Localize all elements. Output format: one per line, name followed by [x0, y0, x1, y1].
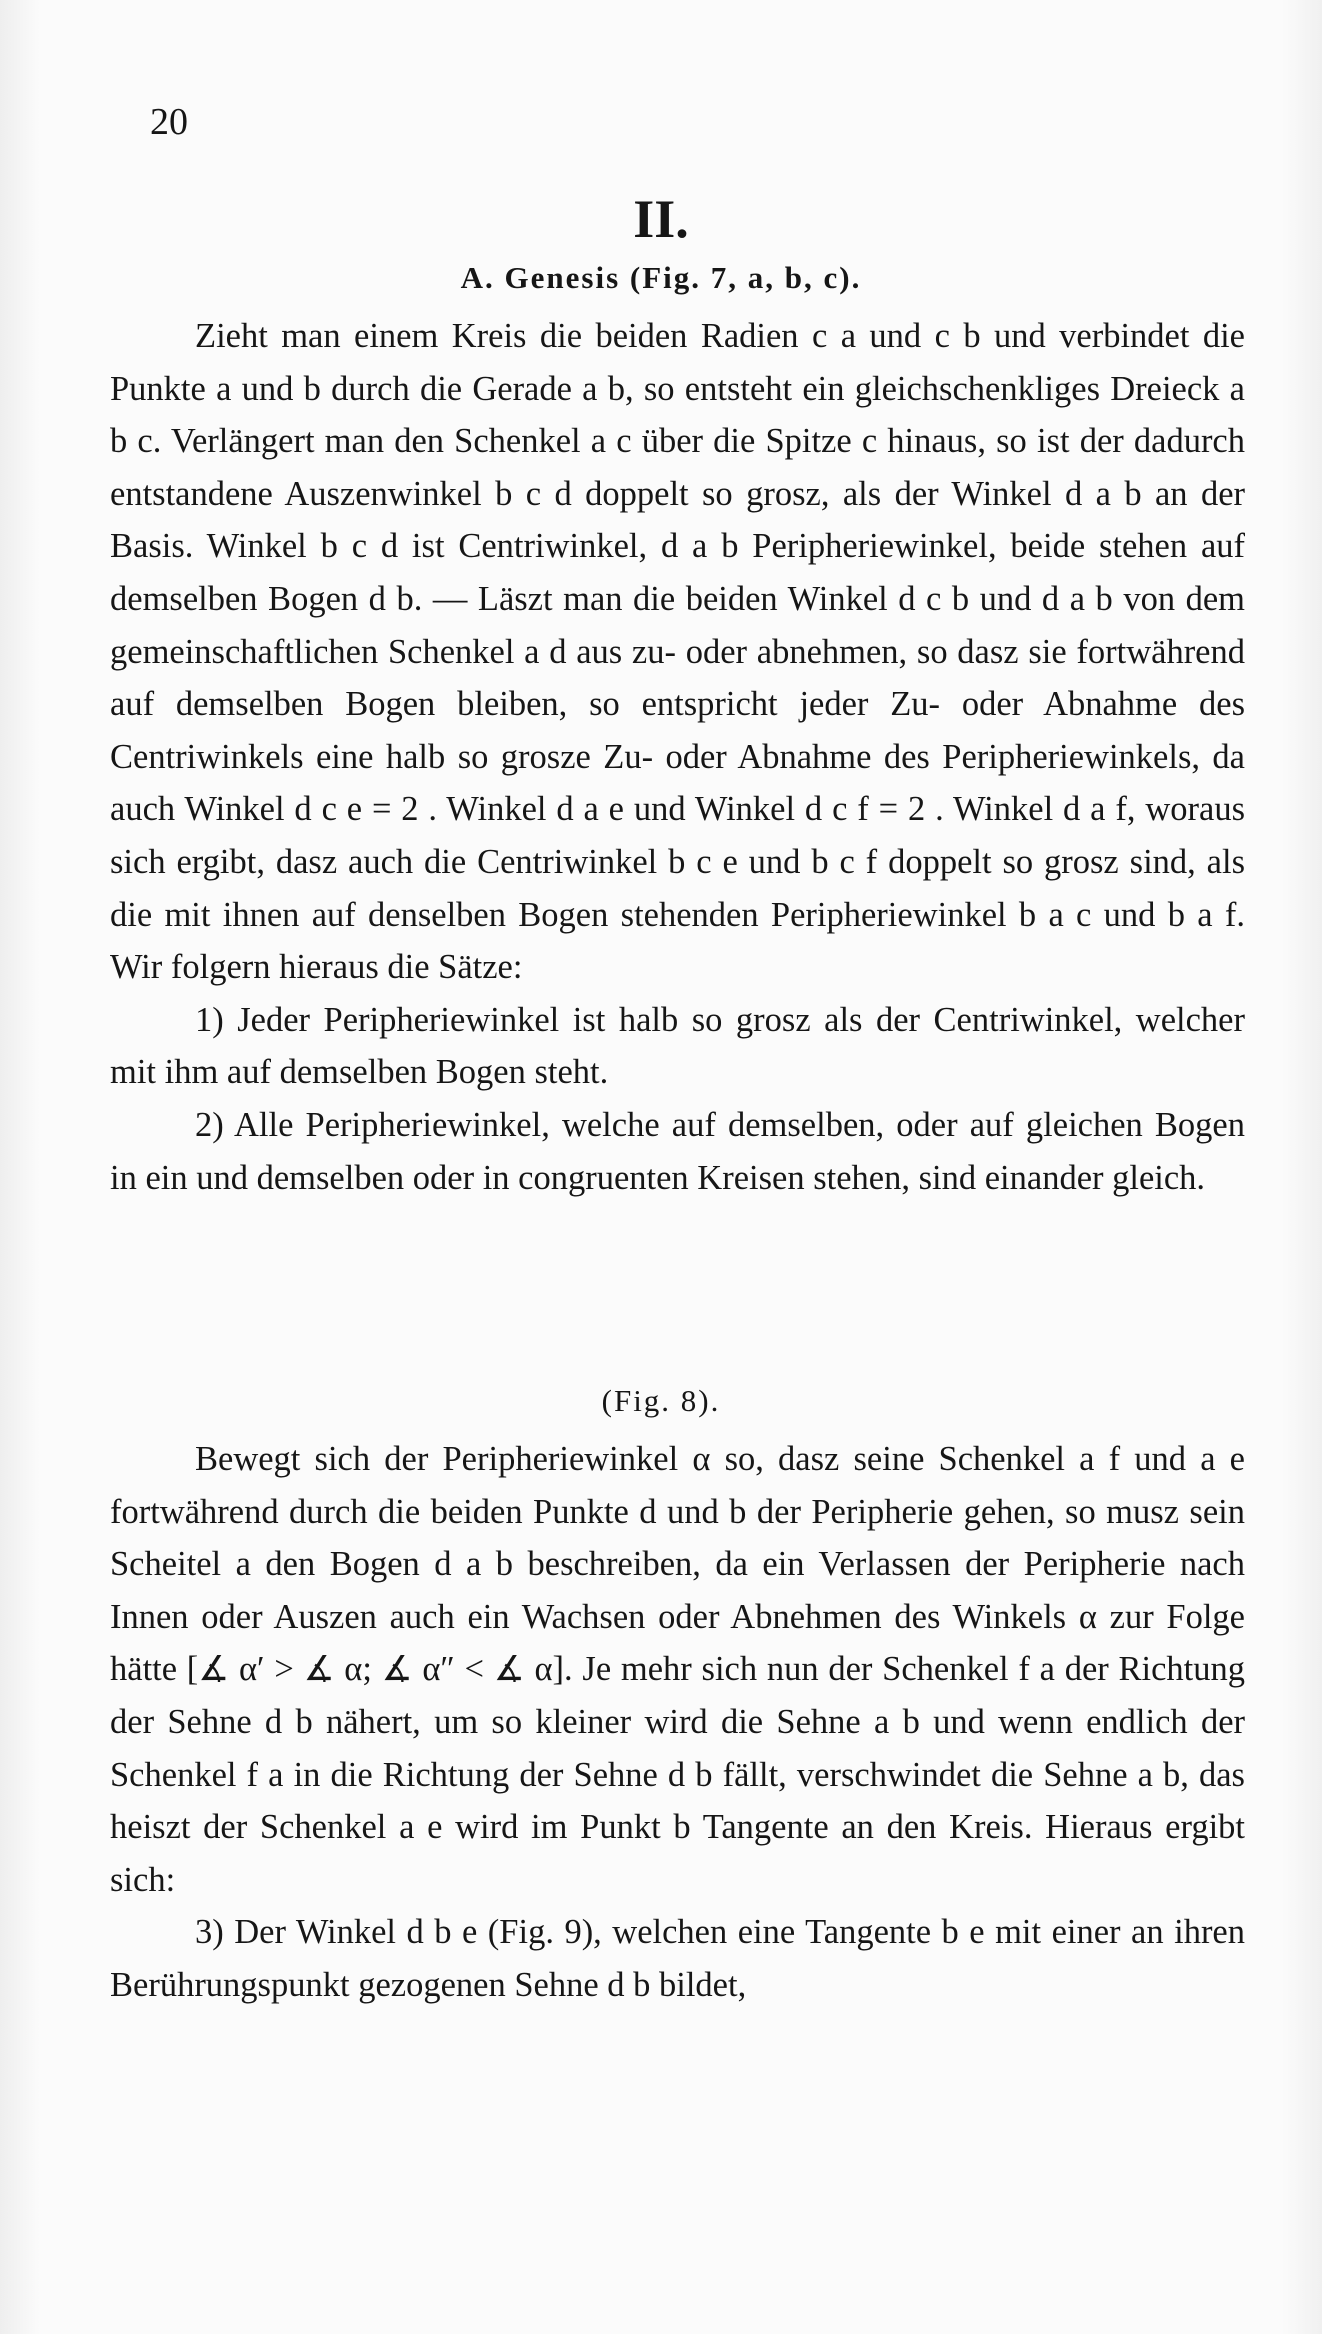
text-block-genesis — [110, 310, 1245, 1204]
theorem-1: 1) Jeder Peripheriewinkel ist halb so grosz als der Centriwinkel, welcher mit ihm auf demselben Bogen steht. — [110, 1000, 1245, 1092]
section-heading: A. Genesis (Fig. 7, a, b, c). — [460, 260, 862, 295]
text-block-fig8 — [110, 1433, 1245, 2012]
paragraph: Bewegt sich der Peripheriewinkel α so, dasz seine Schenkel a f und a e fortwährend durch die beiden Punkte d und b der Peripherie gehen, so musz sein Scheitel a den Bogen d a b beschreiben, da ein Verlassen der Peripherie nach Innen oder Auszen auch ein Wachsen oder Abnehmen des Winkels α zur Folge hätte [∡ α′ > ∡ α; ∡ α″ < ∡ α]. Je mehr sich nun der Schenkel f a der Richtung der Sehne d b nähert, um so kleiner wird die Sehne a b und wenn endlich der Schenkel f a in die Richtung der Sehne d b fällt, verschwindet die Sehne a b, das heiszt der Schenkel a e wird im Punkt b Tangente an den Kreis. Hieraus ergibt sich: — [110, 1440, 1245, 1899]
paragraph: Zieht man einem Kreis die beiden Radien c a und c b und verbindet die Punkte a und b durch die Gerade a b, so entsteht ein gleichschenkliges Dreieck a b c. Verlängert man den Schenkel a c über die Spitze c hinaus, so ist der dadurch entstandene Auszenwinkel b c d doppelt so grosz, als der Winkel d a b an der Basis. Winkel b c d ist Centriwinkel, d a b Peripheriewinkel, beide stehen auf demselben Bogen d b. — Läszt man die beiden Winkel d c b und d a b von dem gemeinschaftlichen Schenkel a d aus zu- oder abnehmen, so dasz sie fortwährend auf demselben Bogen bleiben, so entspricht jeder Zu- oder Abnahme des Centriwinkels eine halb so grosze Zu- oder Abnahme des Peripheriewinkels, da auch Winkel d c e = 2 . Winkel d a e und Winkel d c f = 2 . Winkel d a f, woraus sich ergibt, dasz auch die Centriwinkel b c e und b c f doppelt so grosz sind, als die mit ihnen auf denselben Bogen stehenden Peripheriewinkel b a c und b a f. Wir folgern hieraus die Sätze: — [110, 317, 1245, 987]
theorem-2: 2) Alle Peripheriewinkel, welche auf demselben, oder auf gleichen Bogen in ein und demselben oder in congruenten Kreisen stehen, sind einander gleich. — [110, 1105, 1245, 1197]
chapter-title: II. — [633, 189, 689, 249]
figure-reference: (Fig. 8). — [601, 1383, 721, 1418]
page-number: 20 — [150, 101, 188, 143]
theorem-3: 3) Der Winkel d b e (Fig. 9), welchen eine Tangente b e mit einer an ihren Berührungspunkt gezogenen Sehne d b bildet, — [110, 1913, 1245, 2004]
